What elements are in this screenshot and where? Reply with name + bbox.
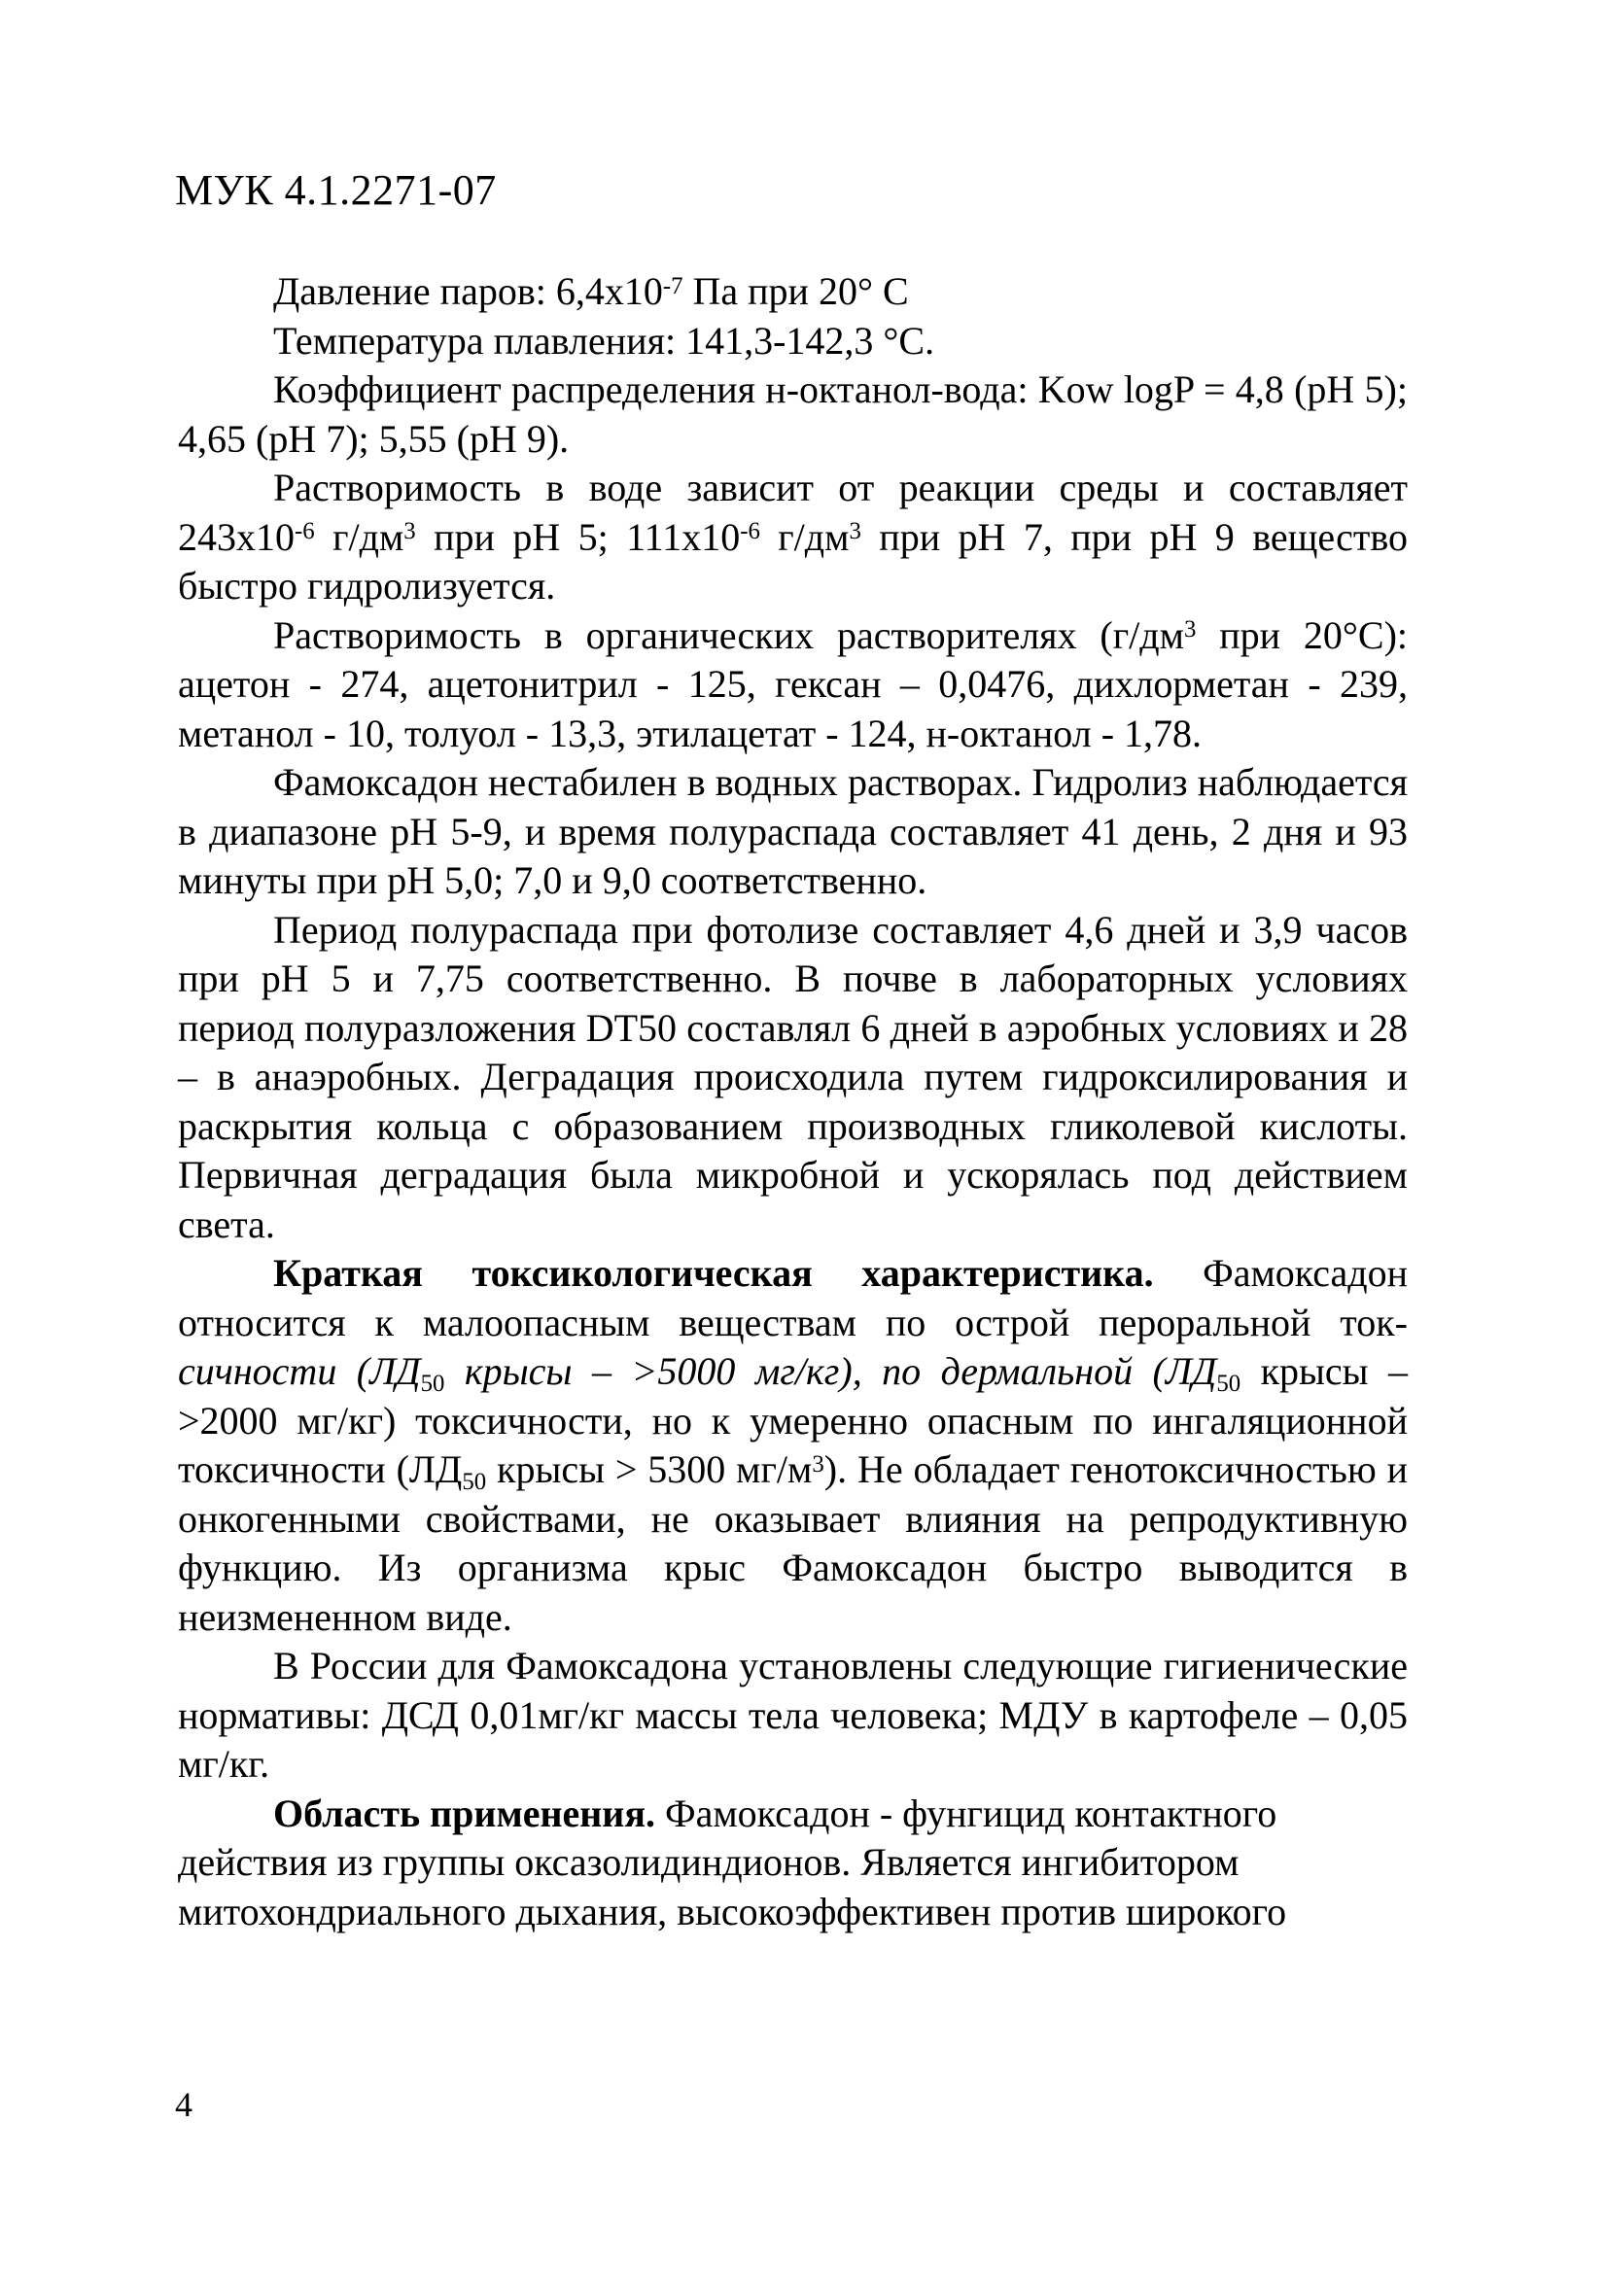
- paragraph-vapor-pressure: Давление паров: $6,4x10^{-7}$ Па при 20° С: [273, 269, 909, 313]
- document-body: [178, 267, 1408, 1936]
- paragraph-hygienic-norms: В России для Фамоксадона установлены следующие гигиенические нормативы: ДСД 0,01мг/кг массы тела человека; МДУ в картофеле – 0,05 мг/кг.: [178, 1644, 1408, 1786]
- toxicology-heading: Краткая токсикологическая характеристика.: [273, 1251, 1154, 1295]
- paragraph-toxicology: Краткая токсикологическая характеристика. Фамоксадон относится к малоопасным веществам по острой пероральной ток-сичности ($ЛД_{50}$ крысы – >5000 мг/кг), по дермальной ($ЛД_{50}$ крысы – >2000 мг/кг) токсичности, но к умеренно опасным по ингаляционной токсичности ($ЛД_{50}$ крысы > 5300 $мг/м^3$). Не обладает генотоксичностью и онкогенными свойствами, не оказывает влияния на репродуктивную функцию. Из организма крыс Фамоксадон быстро выводится в неизмененном виде.: [178, 1251, 1409, 1639]
- paragraph-organic-solubility: Растворимость в органических растворителях ($г/дм^3$ при 20°С): ацетон - 274, ацетонитрил - 125, гексан – 0,0476, дихлорметан - 239, метанол - 10, толуол - 13,3, этилацетат - 124, н-октанол - 1,78.: [178, 612, 1408, 755]
- paragraph-partition-coefficient: Коэффициент распределения н-октанол-вода: Kow logP = 4,8 (pH 5); 4,65 (pH 7); 5,55 (pH 9).: [178, 367, 1408, 461]
- paragraph-melting-point: Температура плавления: 141,3-142,3 °С.: [273, 318, 935, 363]
- paragraph-photolysis: Период полураспада при фотолизе составляет 4,6 дней и 3,9 часов при pH 5 и 7,75 соответственно. В почве в лабораторных условиях период полуразложения DT50 составлял 6 дней в аэробных условиях и 28 – в анаэробных. Деградация происходила путем гидроксилирования и раскрытия кольца с образованием производных гликолевой кислоты. Первичная деградация была микробной и ускорялась под действием света.: [178, 907, 1408, 1246]
- application-heading: Область применения.: [273, 1791, 655, 1835]
- paragraph-application: Область применения. Фамоксадон - фунгицид контактного действия из группы оксазолидиндионов. Является ингибитором митохондриального дыхания, высокоэффективен против широкого: [178, 1791, 1287, 1933]
- paragraph-stability: Фамоксадон нестабилен в водных растворах. Гидролиз наблюдается в диапазоне pH 5-9, и время полураспада составляет 41 день, 2 дня и 93 минуты при pH 5,0; 7,0 и 9,0 соответственно.: [178, 760, 1408, 902]
- page-number: 4: [175, 2085, 192, 2124]
- document-code: МУК 4.1.2271-07: [175, 166, 497, 214]
- paragraph-water-solubility: Растворимость в воде зависит от реакции среды и составляет $243x10^{-6}$ $г/дм^3$ при pH 5; $111x10^{-6}$ $г/дм^3$ при pH 7, при pH 9 вещество быстро гидролизуется.: [178, 466, 1409, 608]
